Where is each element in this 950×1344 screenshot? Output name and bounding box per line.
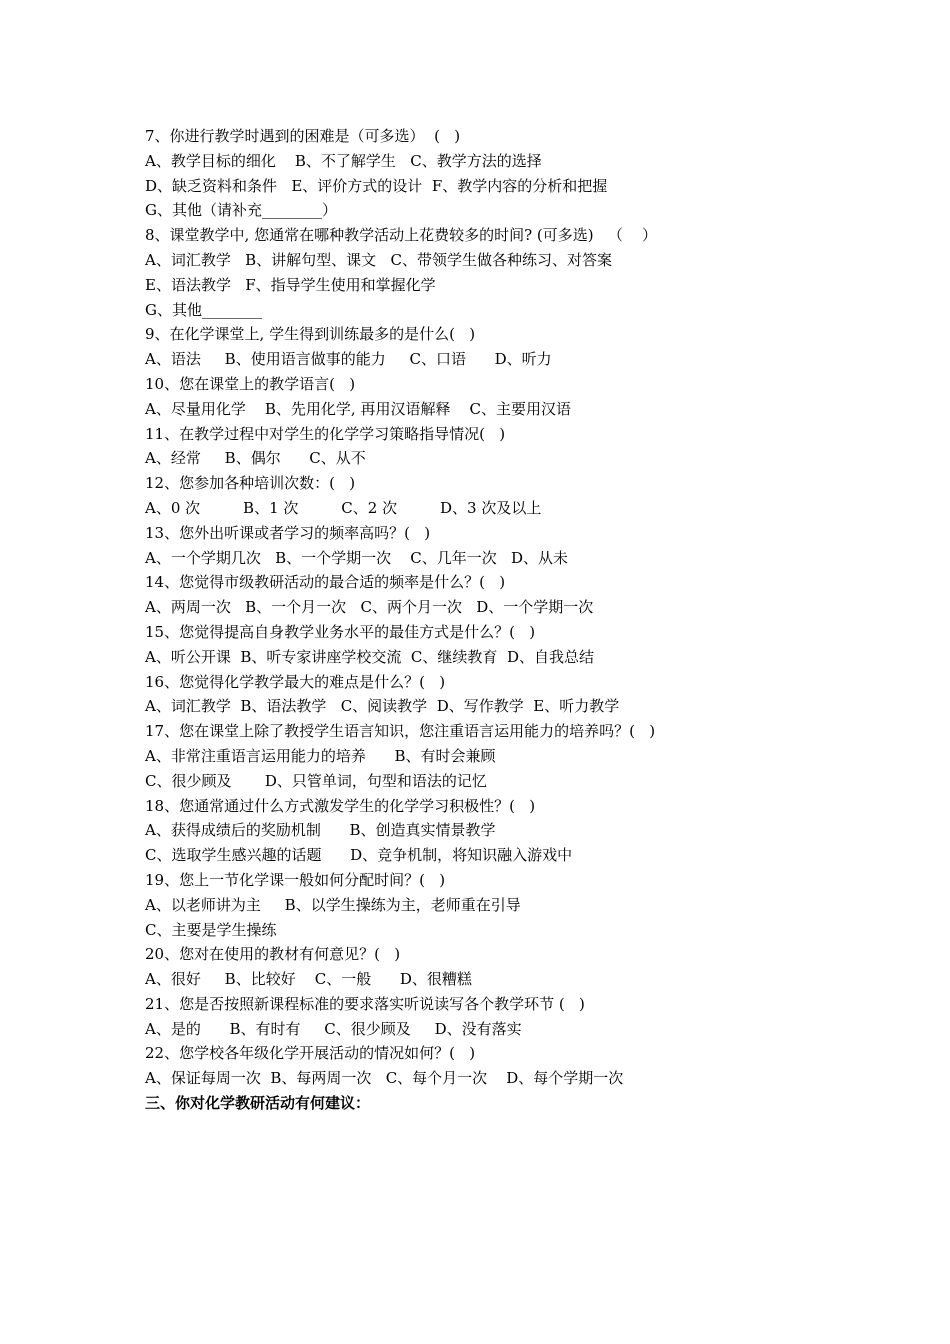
question-13: 13、您外出听课或者学习的频率高吗？( ) (145, 523, 431, 542)
question-12: 12、您参加各种培训次数：( ) (145, 474, 356, 493)
question-10-options: A、尽量用化学 B、先用化学, 再用汉语解释 C、主要用汉语 (145, 399, 572, 418)
question-8: 8、课堂教学中, 您通常在哪种教学活动上花费较多的时间? (可多选) （ ） (145, 226, 657, 245)
question-12-options: A、0 次 B、1 次 C、2 次 D、3 次及以上 (145, 498, 542, 517)
section-heading: 三、你对化学教研活动有何建议： (145, 1094, 371, 1113)
question-9-options: A、语法 B、使用语言做事的能力 C、口语 D、听力 (145, 350, 552, 369)
question-19-options-a-b: A、以老师讲为主 B、以学生操练为主，老师重在引导 (145, 895, 521, 914)
question-16: 16、您觉得化学教学最大的难点是什么？( ) (145, 672, 446, 691)
question-21-options: A、是的 B、有时有 C、很少顾及 D、没有落实 (145, 1019, 522, 1038)
question-8-options-e-f: E、语法教学 F、指导学生使用和掌握化学 (145, 275, 436, 294)
question-16-options: A、词汇教学 B、语法教学 C、阅读教学 D、写作教学 E、听力教学 (145, 697, 620, 716)
question-22: 22、您学校各年级化学开展活动的情况如何？( ) (145, 1044, 476, 1063)
question-14-options: A、两周一次 B、一个月一次 C、两个月一次 D、一个学期一次 (145, 598, 594, 617)
question-7-options-d-f: D、缺乏资料和条件 E、评价方式的设计 F、教学内容的分析和把握 (145, 176, 608, 195)
question-7-option-g: G、其他（请补充________） (145, 201, 337, 220)
question-18-options-a-b: A、获得成绩后的奖励机制 B、创造真实情景教学 (145, 821, 496, 840)
question-8-options-a-c: A、词汇教学 B、讲解句型、课文 C、带领学生做各种练习、对答案 (145, 250, 612, 269)
question-20: 20、您对在使用的教材有何意见？( ) (145, 945, 401, 964)
question-21: 21、您是否按照新课程标准的要求落实听说读写各个教学环节 ( ) (145, 994, 585, 1013)
question-22-options: A、保证每周一次 B、每两周一次 C、每个月一次 D、每个学期一次 (145, 1069, 624, 1088)
question-13-options: A、一个学期几次 B、一个学期一次 C、几年一次 D、从未 (145, 548, 569, 567)
question-18-options-c-d: C、选取学生感兴趣的话题 D、竞争机制，将知识融入游戏中 (145, 846, 573, 865)
question-17: 17、您在课堂上除了教授学生语言知识，您注重语言运用能力的培养吗？( ) (145, 722, 656, 741)
question-10: 10、您在课堂上的教学语言( ) (145, 374, 356, 393)
question-17-options-a-b: A、非常注重语言运用能力的培养 B、有时会兼顾 (145, 746, 496, 765)
question-19: 19、您上一节化学课一般如何分配时间？( ) (145, 870, 446, 889)
question-15: 15、您觉得提高自身教学业务水平的最佳方式是什么？( ) (145, 622, 536, 641)
question-15-options: A、听公开课 B、听专家讲座学校交流 C、继续教育 D、自我总结 (145, 647, 594, 666)
question-11-options: A、经常 B、偶尔 C、从不 (145, 449, 366, 468)
question-7: 7、你进行教学时遇到的困难是（可多选） ( ) (145, 127, 461, 145)
question-20-options: A、很好 B、比较好 C、一般 D、很糟糕 (145, 970, 472, 989)
question-19-option-c: C、主要是学生操练 (145, 920, 277, 939)
question-8-option-g: G、其他________ (145, 300, 262, 319)
questionnaire-body (145, 124, 865, 1116)
question-7-options-a-c: A、教学目标的细化 B、不了解学生 C、教学方法的选择 (145, 151, 542, 170)
question-18: 18、您通常通过什么方式激发学生的化学学习积极性？( ) (145, 796, 536, 815)
question-9: 9、在化学课堂上, 学生得到训练最多的是什么( ) (145, 325, 476, 344)
question-17-options-c-d: C、很少顾及 D、只管单词，句型和语法的记忆 (145, 771, 487, 790)
question-11: 11、在教学过程中对学生的化学学习策略指导情况( ) (145, 424, 506, 443)
question-14: 14、您觉得市级教研活动的最合适的频率是什么？( ) (145, 573, 506, 592)
